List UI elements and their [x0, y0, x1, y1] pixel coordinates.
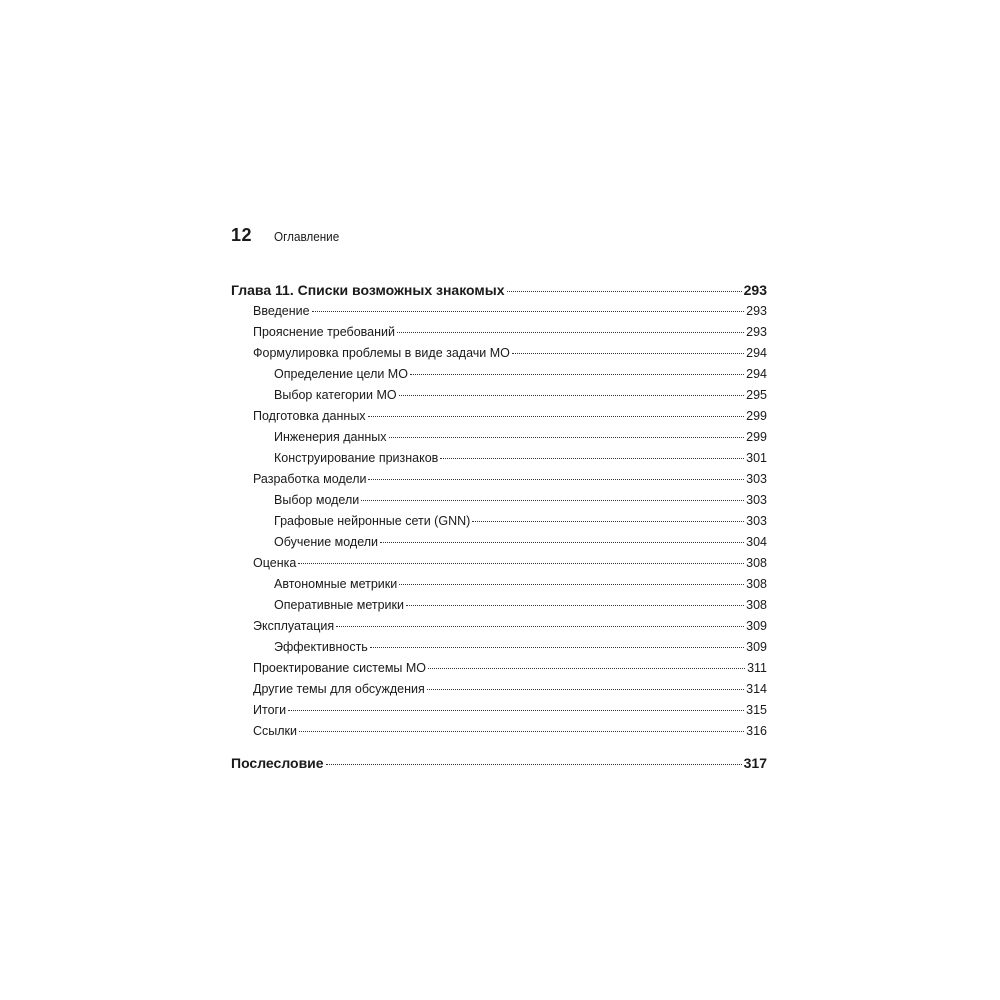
- toc-entry-page-number: 308: [746, 577, 767, 591]
- toc-entry-page-number: 308: [746, 556, 767, 570]
- toc-chapter-entry[interactable]: [231, 752, 767, 774]
- toc-entry-page-number: 293: [746, 304, 767, 318]
- toc-entry-page-number: 295: [746, 388, 767, 402]
- toc-entry-title: Другие темы для обсуждения: [253, 682, 425, 696]
- toc-entry[interactable]: [231, 553, 767, 574]
- toc-entry-page-number: 299: [746, 430, 767, 444]
- toc-entry-title: Эффективность: [274, 640, 368, 654]
- toc-entry-page-number: 301: [746, 451, 767, 465]
- toc-entry-page-number: 294: [746, 367, 767, 381]
- toc-dot-leader: [368, 416, 745, 417]
- toc-dot-leader: [406, 605, 744, 606]
- toc-entry-title: Эксплуатация: [253, 619, 335, 633]
- toc-entry-title: Выбор модели: [274, 493, 360, 507]
- page-number: 12: [231, 225, 253, 245]
- toc-entry-page-number: 309: [746, 619, 767, 633]
- toc-entry[interactable]: [231, 448, 767, 469]
- toc-dot-leader: [440, 458, 744, 459]
- toc-entry[interactable]: [231, 595, 767, 616]
- toc-entry-title: Определение цели МО: [274, 367, 408, 381]
- toc-dot-leader: [472, 521, 744, 522]
- toc-entry[interactable]: [231, 490, 767, 511]
- toc-entry-page-number: 314: [746, 682, 767, 696]
- toc-dot-leader: [389, 437, 745, 438]
- page-header: [231, 225, 347, 246]
- toc-entry[interactable]: [231, 301, 767, 322]
- toc-entry-page-number: 303: [746, 514, 767, 528]
- toc-entry-title: Введение: [253, 304, 310, 318]
- toc-entry-title: Ссылки: [253, 724, 298, 738]
- toc-dot-leader: [361, 500, 744, 501]
- toc-entry[interactable]: [231, 406, 767, 427]
- toc-dot-leader: [428, 668, 745, 669]
- toc-entry-page-number: 315: [746, 703, 767, 717]
- toc-entry-page-number: 304: [746, 535, 767, 549]
- toc-entry[interactable]: [231, 385, 767, 406]
- toc-entry[interactable]: [231, 700, 767, 721]
- toc-entry-title: Прояснение требований: [253, 325, 395, 339]
- toc-dot-leader: [336, 626, 744, 627]
- toc-entry-page-number: 308: [746, 598, 767, 612]
- toc-dot-leader: [507, 291, 742, 292]
- table-of-contents: [231, 279, 767, 774]
- toc-dot-leader: [397, 332, 744, 333]
- toc-entry[interactable]: [231, 322, 767, 343]
- toc-dot-leader: [288, 710, 744, 711]
- toc-entry[interactable]: [231, 511, 767, 532]
- toc-entry[interactable]: [231, 616, 767, 637]
- toc-entry-title: Формулировка проблемы в виде задачи МО: [253, 346, 510, 360]
- toc-entry-title: Автономные метрики: [274, 577, 398, 591]
- toc-entry[interactable]: [231, 679, 767, 700]
- toc-entry-page-number: 293: [746, 325, 767, 339]
- toc-entry[interactable]: [231, 721, 767, 742]
- toc-entry[interactable]: [231, 532, 767, 553]
- toc-entry-title: Оперативные метрики: [274, 598, 404, 612]
- toc-chapter-entry[interactable]: [231, 279, 767, 301]
- toc-entry-page-number: 303: [746, 472, 767, 486]
- toc-entry-page-number: 293: [743, 282, 767, 298]
- toc-dot-leader: [399, 395, 745, 396]
- toc-dot-leader: [368, 479, 744, 480]
- toc-entry-page-number: 317: [743, 755, 767, 771]
- toc-dot-leader: [512, 353, 744, 354]
- toc-entry-title: Обучение модели: [274, 535, 379, 549]
- toc-entry-page-number: 309: [746, 640, 767, 654]
- toc-dot-leader: [326, 764, 742, 765]
- toc-entry-title: Инженерия данных: [274, 430, 387, 444]
- toc-entry[interactable]: [231, 637, 767, 658]
- toc-entry-page-number: 303: [746, 493, 767, 507]
- toc-dot-leader: [299, 731, 744, 732]
- toc-dot-leader: [380, 542, 744, 543]
- toc-dot-leader: [410, 374, 744, 375]
- toc-entry-title: Итоги: [253, 703, 287, 717]
- toc-entry-title: Конструирование признаков: [274, 451, 439, 465]
- toc-entry-page-number: 316: [746, 724, 767, 738]
- toc-dot-leader: [427, 689, 744, 690]
- toc-entry-page-number: 294: [746, 346, 767, 360]
- toc-entry[interactable]: [231, 427, 767, 448]
- toc-entry-title: Подготовка данных: [253, 409, 366, 423]
- toc-entry[interactable]: [231, 658, 767, 679]
- toc-entry-title: Послесловие: [231, 755, 324, 771]
- toc-entry[interactable]: [231, 574, 767, 595]
- toc-entry-title: Выбор категории МО: [274, 388, 397, 402]
- toc-entry-title: Разработка модели: [253, 472, 367, 486]
- toc-dot-leader: [399, 584, 744, 585]
- toc-dot-leader: [298, 563, 744, 564]
- running-title: Оглавление: [274, 229, 340, 244]
- toc-entry-title: Проектирование системы МО: [253, 661, 427, 675]
- toc-entry-title: Графовые нейронные сети (GNN): [274, 514, 471, 528]
- toc-entry[interactable]: [231, 343, 767, 364]
- toc-entry-page-number: 311: [747, 661, 767, 675]
- toc-dot-leader: [370, 647, 744, 648]
- toc-entry[interactable]: [231, 364, 767, 385]
- toc-entry-title: Оценка: [253, 556, 297, 570]
- toc-entry[interactable]: [231, 469, 767, 490]
- toc-dot-leader: [312, 311, 745, 312]
- toc-entry-page-number: 299: [746, 409, 767, 423]
- toc-entry-title: Глава 11. Списки возможных знакомых: [231, 282, 505, 298]
